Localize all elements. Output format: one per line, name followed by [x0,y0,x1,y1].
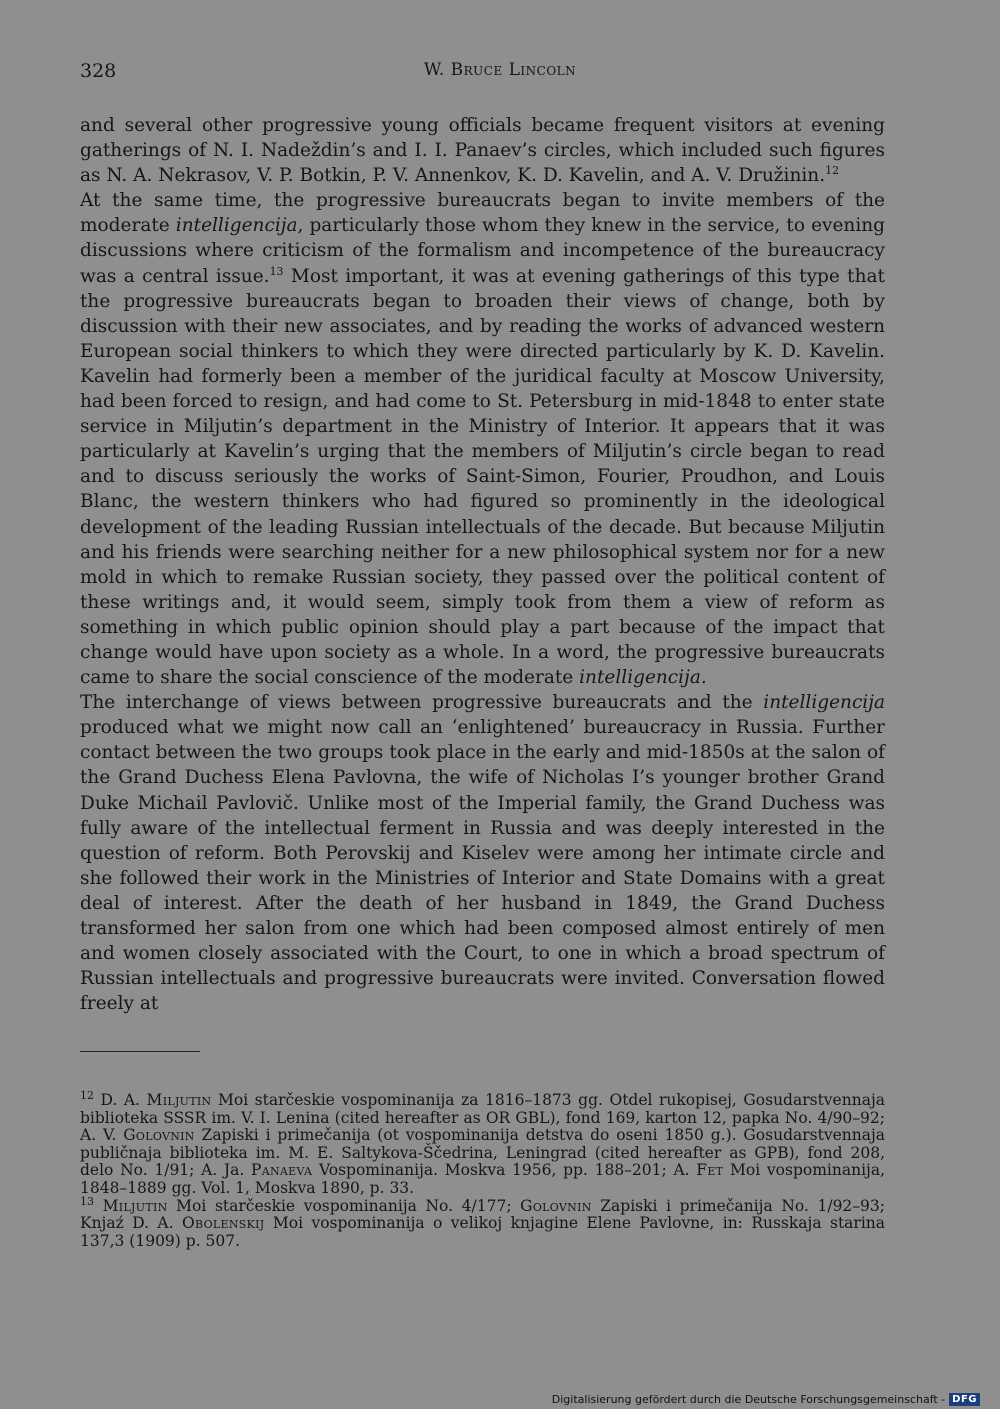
fn12-author-1: Miljutin [146,1091,212,1109]
fn12-text-e: Moi vospominanija, 1848–1889 gg. Vol. 1, Moskva 1890, p. 33. [80,1161,886,1197]
fn12-text-d: Vospominanija. Moskva 1956, pp. 188–201; A. [312,1161,697,1180]
fn12-text-b: Moi starčeskie vospominanija za 1816–1873 gg. Otdel rukopisej, Gosudarstvennaja biblioteka SSSR im. V. I. Lenina (cited hereafter as OR GBL), fond 169, karton 12, papka No. 4/90–92; A. V. [80,1091,885,1145]
paragraph-1 [80,113,885,188]
running-head: W. Bruce Lincoln [423,60,577,80]
page-number: 328 [80,60,117,82]
paragraph-2 [80,188,885,690]
fn12-text-c: Zapiski i primečanija (ot vospominanija detstva do oseni 1850 g.). Gosudarstvennaja publičnaja biblioteka im. M. E. Saltykova-Ščedrina, Leningrad (cited hereafter as GPB), fond 208, delo No. 1/91; A. Ja. [80,1126,886,1180]
paragraph-3 [80,690,885,1016]
p1-text: and several other progressive young officials became frequent visitors at evening gatherings of N. I. Nadeždin’s and I. I. Panaev’s circles, which included such figures as N. A. Nekrasov, V. P. Botkin, P. V. Annenkov, K. D. Kavelin, and A. V. Družinin. [80,115,885,187]
p3-italic: intelligencija [763,692,885,714]
fn13-author-1: Miljutin [102,1196,168,1215]
fn12-author-4: Fet [696,1161,724,1180]
body-text [80,113,885,1016]
fn13-text-b: Zapiski i primečanija No. 1/92–93; Knjaź D. A. [80,1196,885,1233]
fn13-author-3: Obolenskij [181,1214,265,1233]
dfg-logo: DFG [949,1393,980,1406]
footnote-12 [80,1088,886,1198]
p2-text-b: , particularly those whom they knew in the service, to evening discussions where criticism of the formalism and incompetence of the bureaucracy was a central issue. [80,215,886,287]
footnote-13 [80,1194,886,1251]
fn13-text-c: Moi vospominanija o velikoj knjagine Elene Pavlovne, in: Russkaja starina 137,3 (1909) p. 507. [80,1214,886,1250]
p2-italic: intelligencija [175,215,298,237]
p2-text-a: At the same time, the progressive bureaucrats began to invite members of the moderate [80,190,885,237]
footer-credit: Digitalisierung gefördert durch die Deutsche Forschungsgemeinschaft - [551,1392,946,1406]
footnote-ref-12: 12 [825,164,840,178]
p2-italic-2: intelligencija. [579,667,707,689]
p2-text-c: Most important, it was at evening gatherings of this type that the progressive bureaucrats began to broaden their views of change, both by discussion with their new associates, and by reading the works of advanced western European social thinkers to which they were directed particularly by K. D. Kavelin. Kavelin had formerly been a member of the juridical faculty at Moscow University, had been forced to resign, and had come to St. Petersburg in mid-1848 to enter state service in Miljutin’s department in the Ministry of Interior. It appears that it was particularly at Kavelin’s urging that the members of Miljutin’s circle began to read and to discuss seriously the works of Saint-Simon, Fourier, Proudhon, and Louis Blanc, the western thinkers who had figured so prominently in the ideological development of the leading Russian intellectuals of the decade. But because Miljutin and his friends were searching neither for a new philosophical system nor for a new mold in which to remake Russian society, they passed over the political content of these writings and, it would seem, simply took from them a view of reform as something in which public opinion should play a part because of the impact that change would have upon society as a whole. In a word, the progressive bureaucrats came to share the social conscience of the moderate [80,265,885,689]
fn13-author-2: Golovnin [520,1196,592,1215]
digitization-footer [552,1391,980,1407]
fn12-author-3: Panaeva [251,1161,313,1180]
footnote-13-number: 13 [80,1194,94,1208]
fn12-text-a: D. A. [94,1091,147,1109]
p3-text-b: produced what we might now call an ‘enlightened’ bureaucracy in Russia. Further contact between the two groups took place in the early and mid-1850s at the salon of the Grand Duchess Elena Pavlovna, the wife of Nicholas I’s younger brother Grand Duke Michail Pavlovič. Unlike most of the Imperial family, the Grand Duchess was fully aware of the intellectual ferment in Russia and was deeply interested in the question of reform. Both Perovskij and Kiselev were among her intimate circle and she followed their work in the Ministries of Interior and State Domains with a great deal of interest. After the death of her husband in 1849, the Grand Duchess transformed her salon from one which had been composed almost entirely of men and women closely associated with the Court, to one in which a broad spectrum of Russian intellectuals and progressive bureaucrats were invited. Conversation flowed freely at [80,717,885,1015]
footnote-ref-13: 13 [269,264,284,278]
p3-text-a: The interchange of views between progressive bureaucrats and the [80,692,764,714]
footnotes [80,1088,886,1250]
footnote-12-number: 12 [80,1088,94,1102]
fn12-author-2: Golovnin [123,1126,195,1145]
footnote-rule [80,1051,200,1052]
fn13-text-a: Moi starčeskie vospominanija No. 4/177; [167,1196,521,1215]
